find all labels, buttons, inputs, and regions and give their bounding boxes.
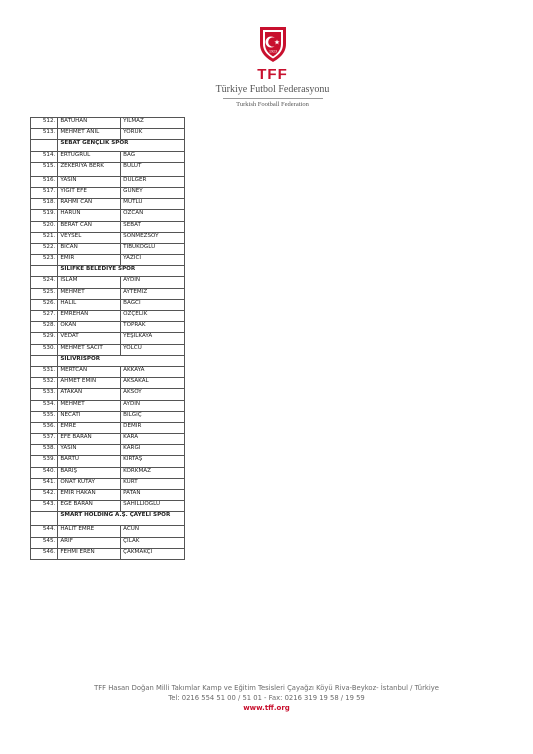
player-row: [31, 434, 185, 445]
player-roster-table: [30, 117, 185, 560]
player-last-name: KARA: [121, 434, 185, 445]
team-header-row: [31, 266, 185, 277]
player-row: [31, 243, 185, 254]
player-number: 534.: [31, 400, 58, 411]
player-row: [31, 400, 185, 411]
player-row: [31, 378, 185, 389]
player-last-name: YEŞİLKAYA: [121, 333, 185, 344]
player-number: 540.: [31, 467, 58, 478]
player-number: 514.: [31, 151, 58, 162]
player-last-name: TİBUKOĞLU: [121, 243, 185, 254]
player-number: 521.: [31, 232, 58, 243]
player-row: [31, 288, 185, 299]
player-number: 513.: [31, 129, 58, 140]
player-row: [31, 501, 185, 512]
player-first-name: EMİR: [58, 255, 121, 266]
player-first-name: AHMET EMİN: [58, 378, 121, 389]
player-number: 517.: [31, 187, 58, 198]
player-row: [31, 456, 185, 467]
player-first-name: ARİF: [58, 537, 121, 548]
player-number: 532.: [31, 378, 58, 389]
team-name: SMART HOLDİNG A.Ş. ÇAYELİ SPOR: [58, 512, 185, 526]
player-last-name: BAĞCI: [121, 299, 185, 310]
player-last-name: BAĞ: [121, 151, 185, 162]
player-row: [31, 478, 185, 489]
player-row: [31, 490, 185, 501]
player-number: 529.: [31, 333, 58, 344]
player-number: 527.: [31, 311, 58, 322]
player-last-name: YAZICI: [121, 255, 185, 266]
player-row: [31, 322, 185, 333]
player-number: 525.: [31, 288, 58, 299]
player-last-name: SÖNMEZSOY: [121, 232, 185, 243]
player-last-name: TOPRAK: [121, 322, 185, 333]
player-number: 533.: [31, 389, 58, 400]
player-last-name: MUTLU: [121, 199, 185, 210]
player-number: 512.: [31, 118, 58, 129]
player-number: 515.: [31, 162, 58, 176]
player-last-name: YÖRÜK: [121, 129, 185, 140]
team-number-cell: [31, 355, 58, 366]
player-row: [31, 199, 185, 210]
federation-name-tr: Türkiye Futbol Federasyonu: [215, 84, 330, 95]
player-first-name: BARTU: [58, 456, 121, 467]
player-row: [31, 445, 185, 456]
player-first-name: EGE BARAN: [58, 501, 121, 512]
player-number: 520.: [31, 221, 58, 232]
player-first-name: VEYSEL: [58, 232, 121, 243]
player-number: 524.: [31, 277, 58, 288]
player-last-name: YILMAZ: [121, 118, 185, 129]
player-last-name: GÜNEY: [121, 187, 185, 198]
player-row: [31, 221, 185, 232]
player-row: [31, 333, 185, 344]
team-number-cell: [31, 512, 58, 526]
player-first-name: MEHMET: [58, 288, 121, 299]
player-first-name: NECATİ: [58, 411, 121, 422]
player-first-name: OKAN: [58, 322, 121, 333]
player-last-name: AYTEMİZ: [121, 288, 185, 299]
player-number: 543.: [31, 501, 58, 512]
player-number: 516.: [31, 176, 58, 187]
player-first-name: EFE BARAN: [58, 434, 121, 445]
player-last-name: ÖZÇELİK: [121, 311, 185, 322]
player-first-name: BARIŞ: [58, 467, 121, 478]
player-last-name: AKSOY: [121, 389, 185, 400]
player-number: 530.: [31, 344, 58, 355]
player-first-name: BERAT CAN: [58, 221, 121, 232]
player-row: [31, 187, 185, 198]
player-first-name: YASİN: [58, 445, 121, 456]
team-name: SİLİVRİSPOR: [58, 355, 185, 366]
player-last-name: AKSAKAL: [121, 378, 185, 389]
player-last-name: DÜLGER: [121, 176, 185, 187]
player-number: 522.: [31, 243, 58, 254]
player-first-name: ERTUĞRUL: [58, 151, 121, 162]
player-number: 537.: [31, 434, 58, 445]
player-last-name: AYDIN: [121, 277, 185, 288]
player-first-name: MEHMET SACİT: [58, 344, 121, 355]
player-last-name: ÇAKMAKÇI: [121, 548, 185, 559]
player-row: [31, 129, 185, 140]
player-first-name: İSLAM: [58, 277, 121, 288]
player-row: [31, 299, 185, 310]
player-row: [31, 277, 185, 288]
federation-name-en: Turkish Football Federation: [236, 101, 309, 108]
player-first-name: HALİT EMRE: [58, 526, 121, 537]
footer-address: TFF Hasan Doğan Milli Takımlar Kamp ve Eğitim Tesisleri Çayağzı Köyü Riva-Beykoz- İstanbul / Türkiye: [94, 684, 439, 692]
team-header-row: [31, 140, 185, 151]
player-row: [31, 151, 185, 162]
player-last-name: ACUN: [121, 526, 185, 537]
player-last-name: AKKAYA: [121, 366, 185, 377]
player-row: [31, 411, 185, 422]
player-row: [31, 366, 185, 377]
player-row: [31, 311, 185, 322]
footer-contact: Tel: 0216 554 51 00 / 51 01 - Fax: 0216 319 19 58 / 19 59: [168, 694, 365, 702]
player-first-name: EMRE: [58, 422, 121, 433]
player-first-name: BİCAN: [58, 243, 121, 254]
brand-name: TFF: [257, 66, 288, 83]
team-header-row: [31, 512, 185, 526]
player-number: 535.: [31, 411, 58, 422]
player-number: 546.: [31, 548, 58, 559]
player-first-name: FEHMİ EREN: [58, 548, 121, 559]
player-last-name: PATAN: [121, 490, 185, 501]
player-row: [31, 118, 185, 129]
player-row: [31, 467, 185, 478]
header-divider: [223, 98, 323, 99]
player-last-name: KIRTAŞ: [121, 456, 185, 467]
player-row: [31, 537, 185, 548]
player-first-name: VEDAT: [58, 333, 121, 344]
player-last-name: ÖZCAN: [121, 210, 185, 221]
player-last-name: YOLCU: [121, 344, 185, 355]
player-row: [31, 389, 185, 400]
player-number: 519.: [31, 210, 58, 221]
player-row: [31, 176, 185, 187]
team-name: SEBAT GENÇLİK SPOR: [58, 140, 185, 151]
player-number: 536.: [31, 422, 58, 433]
player-row: [31, 162, 185, 176]
player-row: [31, 255, 185, 266]
player-last-name: BİLGİÇ: [121, 411, 185, 422]
player-first-name: MERTCAN: [58, 366, 121, 377]
player-number: 518.: [31, 199, 58, 210]
player-first-name: ONAT KUTAY: [58, 478, 121, 489]
player-first-name: EMREHAN: [58, 311, 121, 322]
team-name: SİLİFKE BELEDİYE SPOR: [58, 266, 185, 277]
player-first-name: ZEKERİYA BERK: [58, 162, 121, 176]
player-last-name: BULUT: [121, 162, 185, 176]
team-number-cell: [31, 266, 58, 277]
player-number: 531.: [31, 366, 58, 377]
player-row: [31, 344, 185, 355]
player-last-name: KARGI: [121, 445, 185, 456]
player-row: [31, 526, 185, 537]
player-first-name: ATAKAN: [58, 389, 121, 400]
player-number: 541.: [31, 478, 58, 489]
player-first-name: MEHMET: [58, 400, 121, 411]
player-first-name: MEHMET ANIL: [58, 129, 121, 140]
letterhead: [210, 24, 335, 108]
player-first-name: BATUHAN: [58, 118, 121, 129]
footer-website: www.tff.org: [243, 704, 290, 712]
tff-crest-logo: [256, 24, 290, 64]
player-row: [31, 232, 185, 243]
player-row: [31, 210, 185, 221]
player-number: 542.: [31, 490, 58, 501]
player-first-name: HARUN: [58, 210, 121, 221]
player-number: 523.: [31, 255, 58, 266]
player-last-name: SEBAT: [121, 221, 185, 232]
player-last-name: AYDIN: [121, 400, 185, 411]
player-last-name: DEMİR: [121, 422, 185, 433]
player-last-name: KORKMAZ: [121, 467, 185, 478]
player-number: 528.: [31, 322, 58, 333]
player-first-name: YASİN: [58, 176, 121, 187]
player-row: [31, 548, 185, 559]
player-last-name: SAHİLLİOĞLU: [121, 501, 185, 512]
player-number: 544.: [31, 526, 58, 537]
team-number-cell: [31, 140, 58, 151]
player-last-name: KURT: [121, 478, 185, 489]
player-number: 539.: [31, 456, 58, 467]
player-number: 538.: [31, 445, 58, 456]
player-last-name: ÇILAK: [121, 537, 185, 548]
player-first-name: EMİR HAKAN: [58, 490, 121, 501]
player-first-name: YİĞİT EFE: [58, 187, 121, 198]
player-number: 545.: [31, 537, 58, 548]
player-number: 526.: [31, 299, 58, 310]
logo-year: 1923: [268, 49, 277, 54]
player-first-name: RAHMİ CAN: [58, 199, 121, 210]
player-first-name: HALİL: [58, 299, 121, 310]
team-header-row: [31, 355, 185, 366]
player-row: [31, 422, 185, 433]
